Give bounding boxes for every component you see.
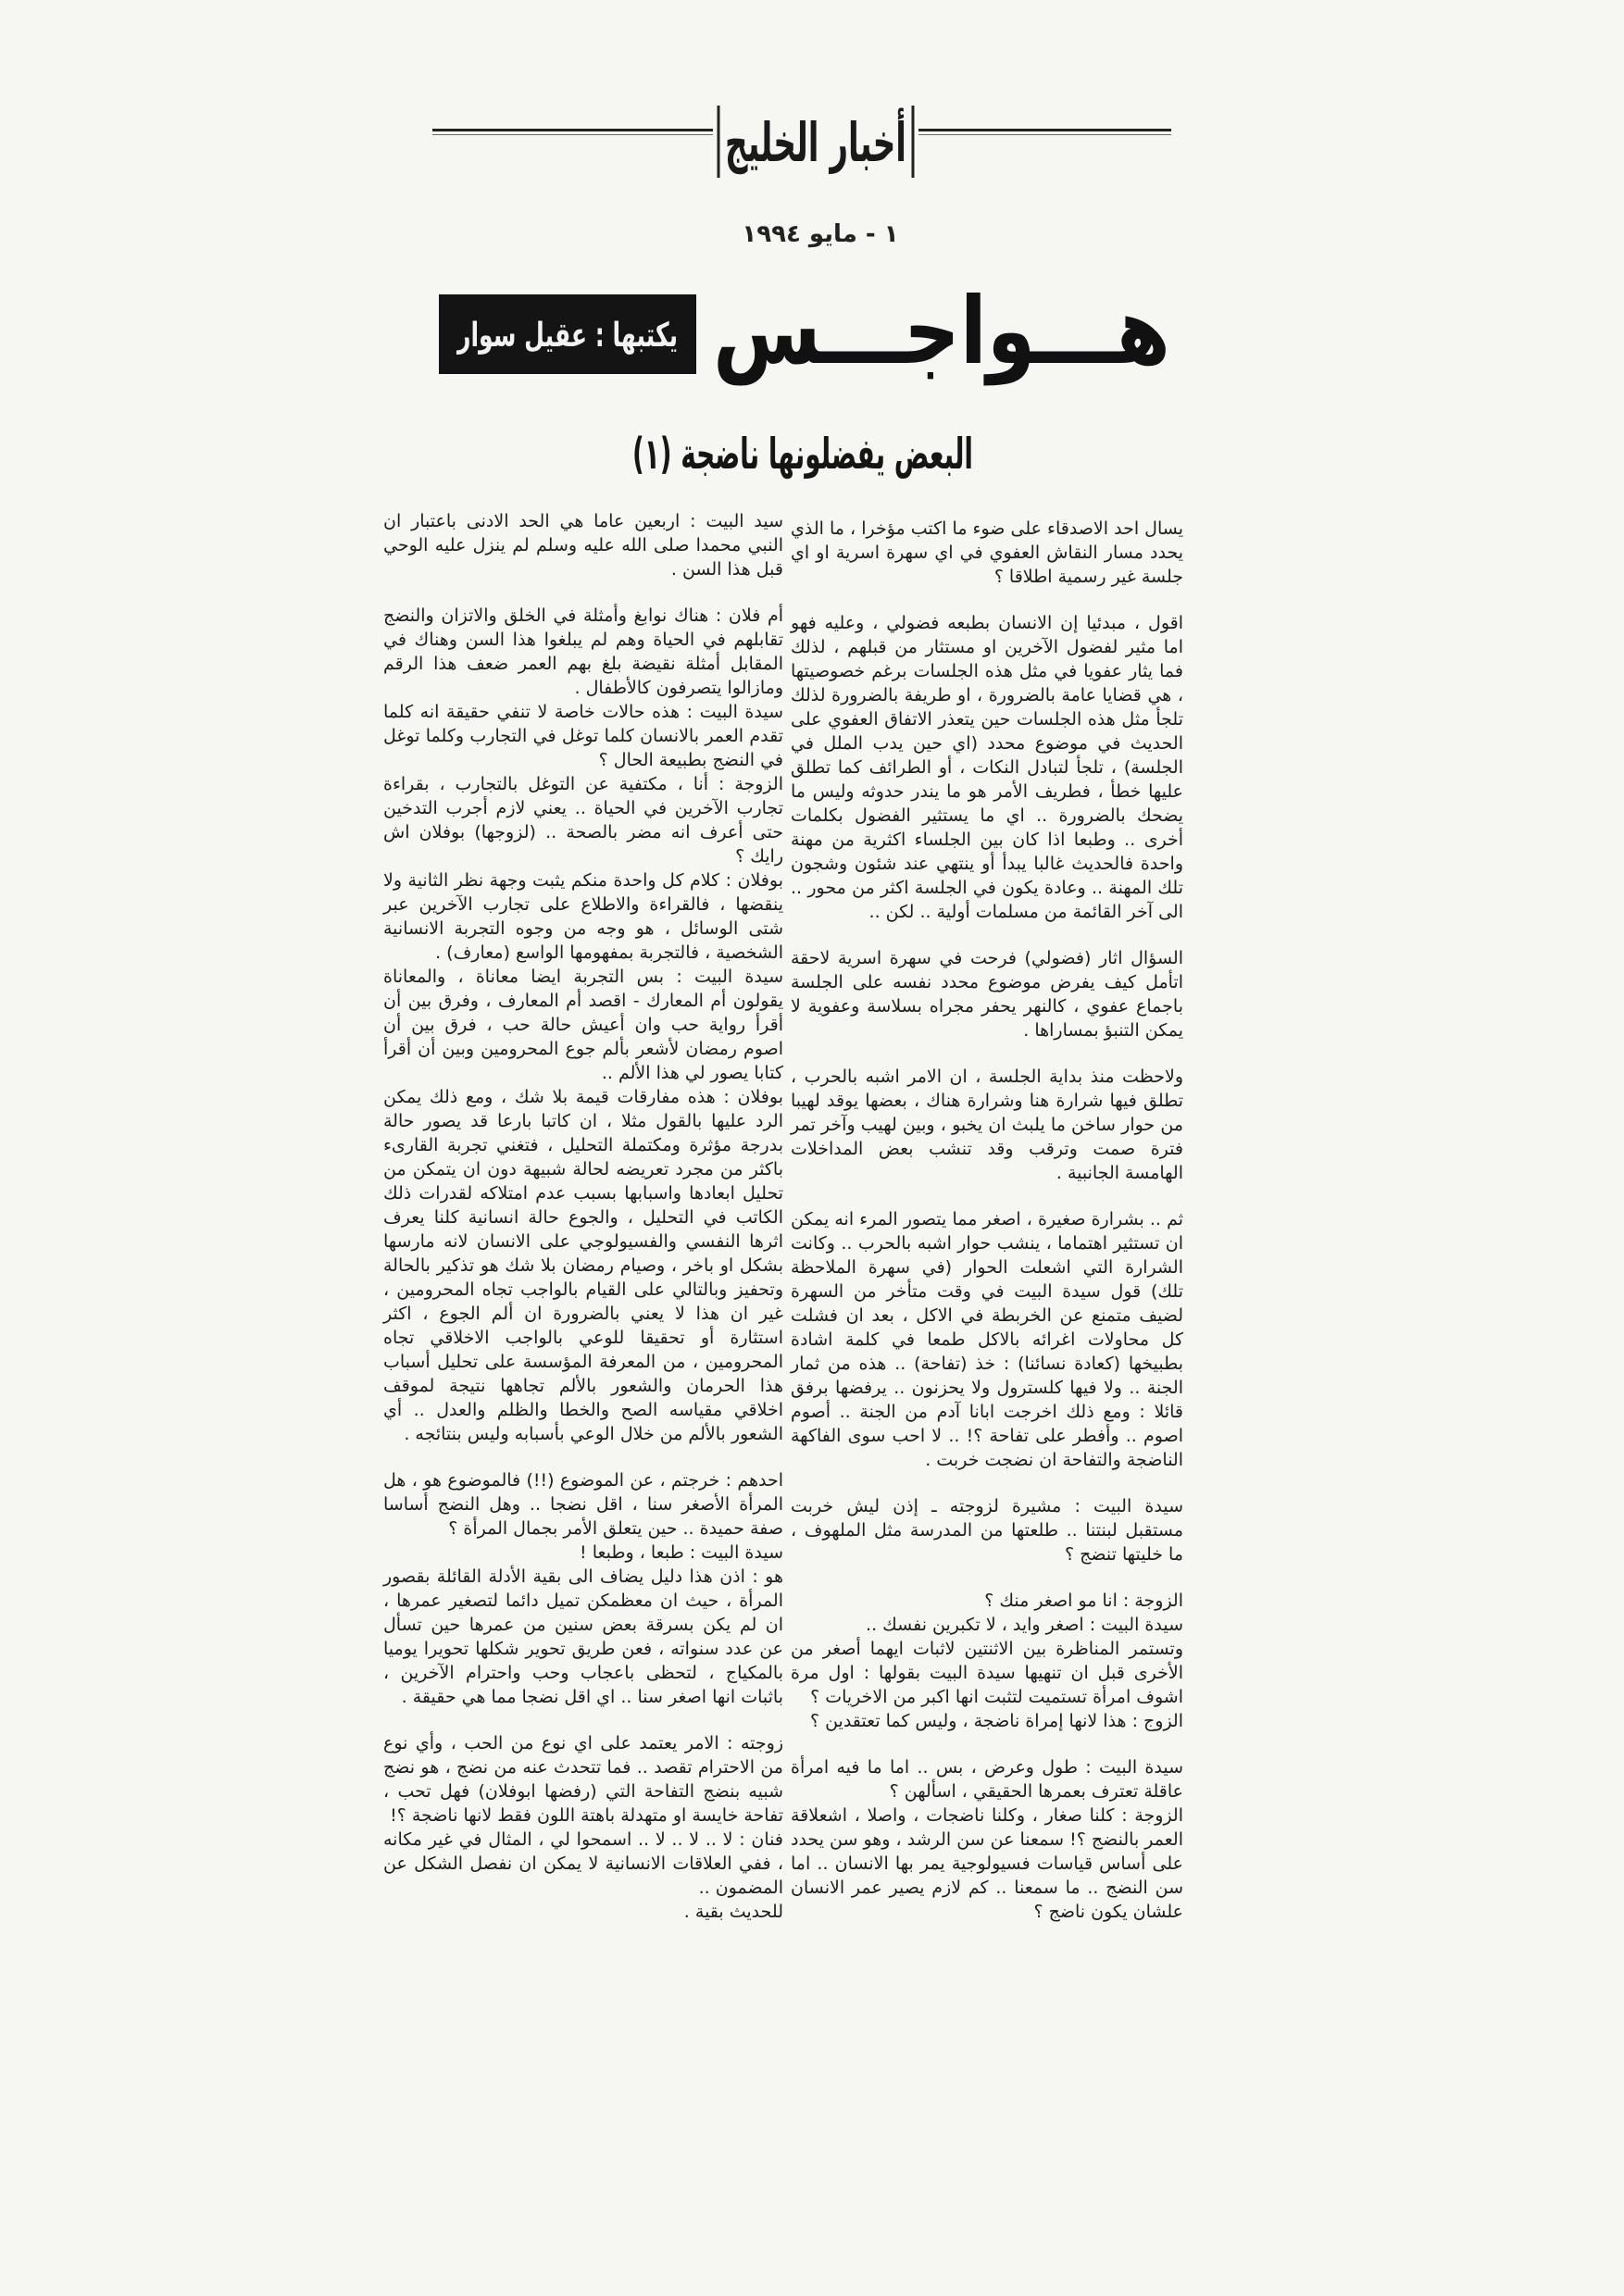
paragraph: هو : اذن هذا دليل يضاف الى بقية الأدلة القائلة بقصور المرأة ، حيث ان معظمكن تميل دائما لتصغير عمرها ، ان لم يكن بسرقة بعض سنين من عمرها حين تسأل عن عدد سنواته ، فعن طريق تحوير شكلها تحويرا يوميا بالمكياج ، لتحظى باعجاب وحب واحترام الآخرين ، باثبات انها اصغر سنا .. اي اقل نضجا مما هي حقيقة . xyxy=(383,1566,783,1707)
paragraph-group xyxy=(383,1468,783,1709)
paragraph: سيدة البيت : مشيرة لزوجته ـ إذن ليش خربت مستقبل لبنتنا .. طلعتها من المدرسة مثل الملهوف ، ما خليتها تنضج ؟ xyxy=(791,1496,1183,1565)
paragraph-group xyxy=(791,1494,1183,1566)
paragraph-group xyxy=(383,509,783,581)
newspaper-logo-text: أخبار الخليج xyxy=(725,111,1034,174)
masthead-rule-right xyxy=(918,129,1171,131)
paragraph: احدهم : خرجتم ، عن الموضوع (!!) فالموضوع هو ، هل المرأة الأصغر سنا ، اقل نضجا .. وهل النضج أساسا صفة حميدة .. حين يتعلق الأمر بجمال المرأة ؟ xyxy=(383,1470,783,1539)
paragraph: سيدة البيت : طول وعرض ، بس .. اما ما فيه امرأة عاقلة تعترف بعمرها الحقيقي ، اسألهن ؟ xyxy=(791,1757,1183,1802)
article-column-right xyxy=(791,517,1183,1946)
paragraph: ولاحظت منذ بداية الجلسة ، ان الامر اشبه بالحرب ، تطلق فيها شرارة هنا وشرارة هناك ، بعضها يوقد لهيبا من حوار ساخن ما يلبث ان يخبو ، وبين لهيب وآخر تمر فترة صمت وترقب وقد تنشب بعض المداخلات الهامسة الجانبية . xyxy=(791,1067,1183,1183)
paragraph-group xyxy=(791,1589,1183,1733)
byline-box xyxy=(439,294,696,374)
paragraph: فنان : لا .. لا .. لا .. اسمحوا لي ، المثال في غير مكانه ، ففي العلاقات الانسانية لا يمكن ان نفصل الشكل عن المضمون .. xyxy=(383,1829,783,1898)
byline-text: يكتبها : عقيل سوار xyxy=(456,317,678,355)
paragraph: الزوجة : انا مو اصغر منك ؟ xyxy=(984,1591,1183,1611)
paragraph: ثم .. بشرارة صغيرة ، اصغر مما يتصور المرء انه يمكن ان تستثير اهتماما ، ينشب حوار اشبه بالحرب .. وكانت الشرارة التي اشعلت الحوار (في سهرة الملاحظة تلك) قول سيدة البيت في وقت متأخر من السهرة لضيف متمنع عن الخربطة في الاكل ، بعد ان فشلت كل محاولات اغرائه بالاكل طمعا في كلمة اشادة بطبيخها (كعادة نسائنا) : خذ (تفاحة) .. هذه من ثمار الجنة .. ولا فيها كلسترول ولا يحزنون .. يرفضها برفق قائلا : ومع ذلك اخرجت ابانا آدم من الجنة .. أصوم اصوم .. وأفطر على تفاحة ؟! .. لا احب سوى الفاكهة الناضجة والتفاحة ان نضجت خربت . xyxy=(791,1209,1183,1470)
paragraph: بوفلان : كلام كل واحدة منكم يثبت وجهة نظر الثانية ولا ينقضها ، فالقراءة والاطلاع على تجارب الآخرين عبر شتى الوسائل ، هو وجه من وجوه التجربة الانسانية الشخصية ، فالتجربة بمفهومها الواسع (معارف) . xyxy=(383,870,783,963)
paragraph: زوجته : الامر يعتمد على اي نوع من الحب ، وأي نوع من الاحترام تقصد .. فما تتحدث عنه من نضج ، هو نضج شبيه بنضج التفاحة التي (رفضها ابوفلان) فهل تحب ، تفاحة خايسة او متهدلة باهتة اللون فقط لانها ناضجة ؟! xyxy=(383,1733,783,1826)
issue-date: ١ - مايو ١٩٩٤ xyxy=(742,220,899,248)
paragraph-group xyxy=(791,1065,1183,1185)
paragraph: وتستمر المناظرة بين الاثنتين لاثبات ايهما أصغر من الأخرى قبل ان تنهيها سيدة البيت بقولها : اول مرة اشوف امرأة تستميت لتثبت انها اكبر من الاخريات ؟ xyxy=(791,1639,1183,1707)
paragraph-group xyxy=(791,1755,1183,1924)
article-column-left xyxy=(383,509,783,1946)
column-title-text: هـــواجـــس xyxy=(713,277,1255,385)
paragraph: سيدة البيت : بس التجربة ايضا معاناة ، والمعاناة يقولون أم المعارك - اقصد أم المعارف ، وفرق بين أن أقرأ رواية حب وان أعيش حالة حب ، فرق بين أن اصوم رمضان لأشعر بألم جوع المحرومين وبين أن أقرأ كتابا يصور لي هذا الألم .. xyxy=(383,967,783,1083)
paragraph: الزوجة : كلنا صغار ، وكلنا ناضجات ، واصلا ، اشعلاقة العمر بالنضج ؟! سمعنا عن سن الرشد ، وهو سن يحدد على أساس قياسات فسيولوجية يمر بها الانسان .. اما سن النضج .. ما سمعنا .. كم لازم يصير عمر الانسان علشان يكون ناضج ؟ xyxy=(791,1805,1183,1922)
paragraph: بوفلان : هذه مفارقات قيمة بلا شك ، ومع ذلك يمكن الرد عليها بالقول مثلا ، ان كاتبا بارعا قد يصور حالة بدرجة مؤثرة ومكتملة التحليل ، فتغني تجربة القارىء باكثر من مجرد تعريضه لحالة شبيهة دون ان يتمكن من تحليل ابعادها واسبابها بسبب عدم امتلاكه لقدرات ذلك الكاتب في التحليل ، والجوع حالة انسانية كلنا يعرف اثرها النفسي والفسيولوجي على الانسان لانه مارسها بشكل او باخر ، وصيام رمضان بلا شك هو تذكير بالحالة وتحفيز وبالتالي على القيام بالواجب تجاه المحرومين ، غير ان هذا لا يعني بالضرورة ان ألم الجوع ، اكثر استثارة أو تحقيقا للوعي بالواجب الاخلاقي تجاه المحرومين ، من المعرفة المؤسسة على تحليل أسباب هذا الحرمان والشعور بالألم تجاهها نتيجة لموقف اخلاقي مقياسه الصح والخطا والظلم والعدل .. أي الشعور بالألم من خلال الوعي بأسبابه وليس بنتائجه . xyxy=(383,1087,783,1444)
paragraph: سيد البيت : اربعين عاما هي الحد الادنى باعتبار ان النبي محمدا صلى الله عليه وسلم لم ينزل عليه الوحي قبل هذا السن . xyxy=(383,511,783,580)
paragraph: الزوج : هذا لانها إمراة ناضجة ، وليس كما تعتقدين ؟ xyxy=(809,1711,1183,1731)
paragraph: الزوجة : أنا ، مكتفية عن التوغل بالتجارب ، بقراءة تجارب الآخرين في الحياة .. يعني لازم أجرب التدخين حتى أعرف انه مضر بالصحة .. (لزوجها) بوفلان اش رايك ؟ xyxy=(383,774,783,867)
paragraph-group xyxy=(791,1207,1183,1472)
paragraph-group xyxy=(383,604,783,1446)
paragraph: سيدة البيت : طبعا ، وطبعا ! xyxy=(580,1542,783,1563)
paragraph-group xyxy=(791,611,1183,924)
paragraph: سيدة البيت : هذه حالات خاصة لا تنفي حقيقة انه كلما تقدم العمر بالانسان كلما توغل في التجارب وكلما توغل في النضج بطبيعة الحال ؟ xyxy=(383,702,783,770)
paragraph-group xyxy=(383,1731,783,1924)
article-headline-text: البعض يفضلونها ناضجة (١) xyxy=(632,429,1177,479)
newspaper-logo xyxy=(709,89,1034,191)
paragraph: سيدة البيت : اصغر وايد ، لا تكبرين نفسك .. xyxy=(866,1615,1183,1635)
column-title xyxy=(706,277,1255,385)
paragraph: أم فلان : هناك نوابغ وأمثلة في الخلق والاتزان والنضج تقابلهم في الحياة وهم لم يبلغوا هذا السن وهناك في المقابل أمثلة نقيضة بلغ بهم العمر ضعف هذا الرقم ومازالوا يتصرفون كالأطفال . xyxy=(383,605,783,698)
paragraph: للحديث بقية . xyxy=(683,1902,783,1922)
paragraph-group xyxy=(791,517,1183,589)
paragraph: السؤال اثار (فضولي) فرحت في سهرة اسرية لاحقة اتأمل كيف يفرض موضوع محدد نفسه على الجلسة باجماع عفوي ، كالنهر يحفر مجراه بسلاسة وعفوية لا يمكن التنبؤ بمساراها . xyxy=(791,948,1183,1041)
paragraph: يسال احد الاصدقاء على ضوء ما اكتب مؤخرا ، ما الذي يحدد مسار النقاش العفوي في اي سهرة اسرية او اي جلسة غير رسمية اطلاقا ؟ xyxy=(791,518,1183,587)
masthead-rule-left xyxy=(432,129,713,131)
paragraph: اقول ، مبدئيا إن الانسان بطبعه فضولي ، وعليه فهو اما مثير لفضول الآخرين او مستثار من قبلهم ، لذلك فما يثار عفويا في مثل هذه الجلسات برغم خصوصيتها ، هي قضايا عامة بالضرورة ، او طريفة بالضرورة لذلك تلجأ مثل هذه الجلسات حين يتعذر الاتفاق العفوي على الحديث في موضوع محدد (اي حين يدب الملل في الجلسة) ، تلجأ لتبادل النكات ، أو الطرائف كما تطلق عليها خطأ ، فطريف الأمر هو ما يندر حدوثه وليس ما يضحك بالضرورة .. اي ما يستثير الفضول بكلمات أخرى .. وطبعا اذا كان بين الجلساء اكثرية من مهنة واحدة فالحديث غالبا يبدأ أو ينتهي عند شئون وشجون تلك المهنة .. وعادة يكون في الجلسة اكثر من محور .. الى آخر القائمة من مسلمات أولية .. لكن .. xyxy=(791,613,1183,922)
paragraph-group xyxy=(791,946,1183,1042)
article-headline xyxy=(628,424,1177,483)
